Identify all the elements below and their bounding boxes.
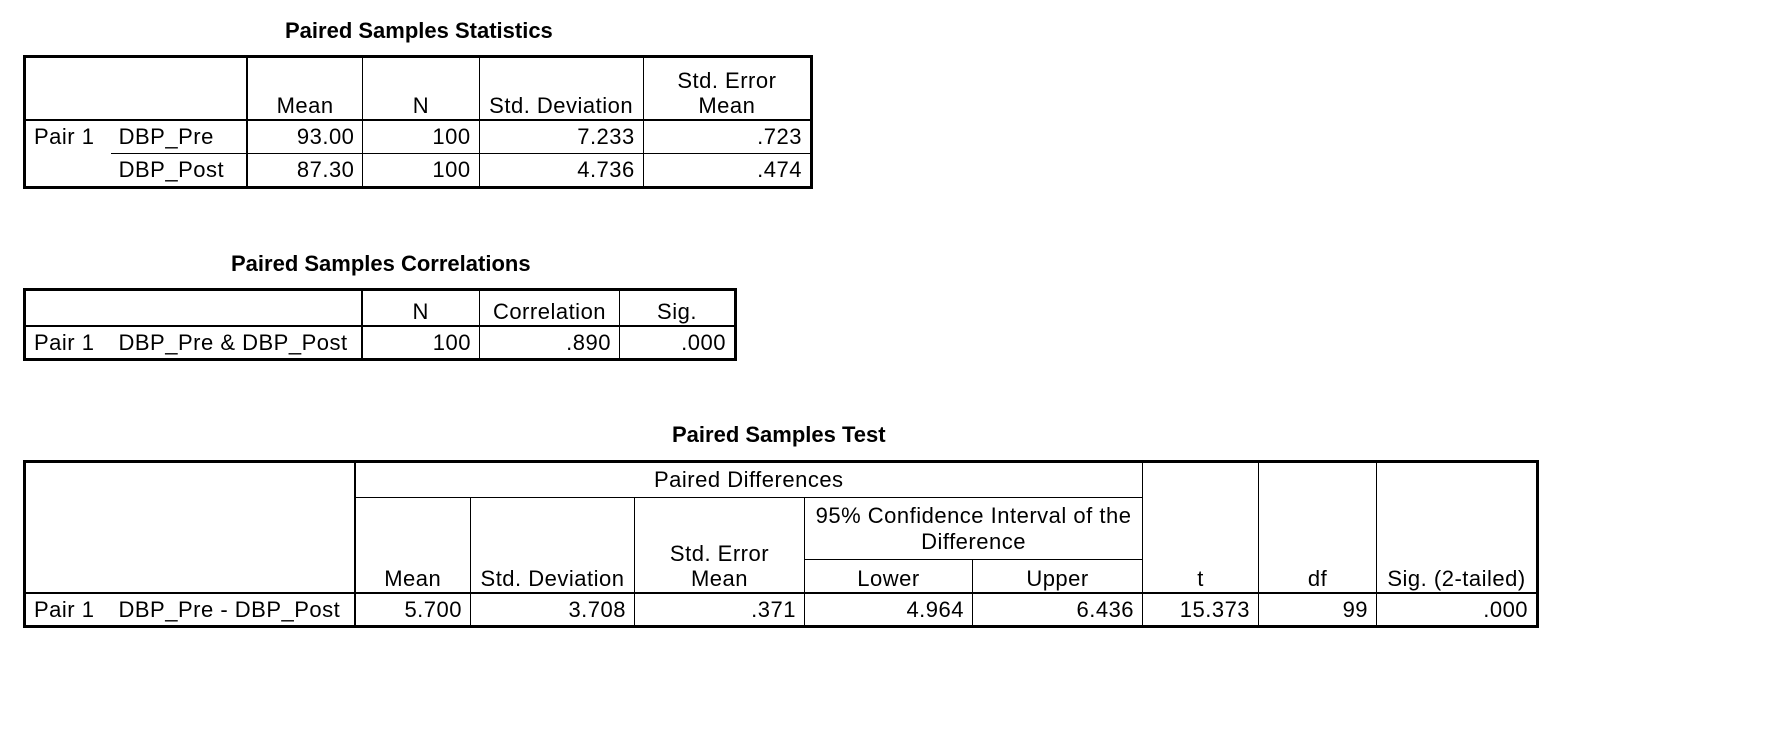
stats-header-std-error-line2: Mean	[698, 93, 756, 119]
variable-pair-name: DBP_Pre & DBP_Post	[111, 326, 362, 360]
confidence-interval-header	[805, 498, 1143, 560]
std-error-value: .371	[635, 593, 805, 627]
stats-header-std-deviation: Std. Deviation	[479, 57, 643, 120]
sig-value: .000	[620, 326, 736, 360]
mean-value: 87.30	[247, 154, 363, 188]
correlation-value: .890	[480, 326, 620, 360]
test-header-std-error-line1: Std. Error	[669, 540, 770, 566]
ci-header-line1: 95% Confidence Interval of the	[815, 503, 1132, 529]
variable-name: DBP_Post	[111, 154, 247, 188]
test-header-row-1	[25, 462, 1538, 498]
pair-label: Pair 1	[25, 326, 111, 360]
std-deviation-value: 4.736	[479, 154, 643, 188]
stats-header-mean: Mean	[247, 57, 363, 120]
sig-value: .000	[1377, 593, 1538, 627]
test-header-upper: Upper	[973, 560, 1143, 593]
test-header-lower: Lower	[805, 560, 973, 593]
corr-header-sig: Sig.	[620, 290, 736, 326]
stats-header-n: N	[363, 57, 479, 120]
corr-title: Paired Samples Correlations	[231, 251, 531, 276]
paired-samples-correlations-table	[23, 288, 737, 361]
std-error-value: .723	[643, 120, 811, 154]
test-header-df: df	[1259, 462, 1377, 593]
stats-header-row	[25, 57, 812, 120]
test-header-mean: Mean	[355, 498, 471, 593]
paired-samples-test-table	[23, 460, 1539, 628]
stats-title: Paired Samples Statistics	[285, 18, 553, 43]
test-header-std-error-mean	[635, 498, 805, 593]
test-header-std-error-line2: Mean	[690, 566, 749, 592]
test-header-t: t	[1143, 462, 1259, 593]
corr-header-row	[25, 290, 736, 326]
n-value: 100	[363, 120, 479, 154]
variable-difference-name: DBP_Pre - DBP_Post	[111, 593, 355, 627]
pair-label: Pair 1	[25, 593, 111, 627]
n-value: 100	[363, 154, 479, 188]
table-row	[25, 593, 1538, 627]
table-row	[25, 154, 812, 188]
std-deviation-value: 3.708	[471, 593, 635, 627]
variable-name: DBP_Pre	[111, 120, 247, 154]
paired-differences-header: Paired Differences	[355, 462, 1143, 498]
ci-lower-value: 4.964	[805, 593, 973, 627]
test-title: Paired Samples Test	[672, 422, 886, 447]
ci-upper-value: 6.436	[973, 593, 1143, 627]
df-value: 99	[1259, 593, 1377, 627]
t-value: 15.373	[1143, 593, 1259, 627]
paired-samples-statistics-table	[23, 55, 813, 189]
test-header-std-deviation: Std. Deviation	[471, 498, 635, 593]
std-deviation-value: 7.233	[479, 120, 643, 154]
table-row	[25, 120, 812, 154]
std-error-value: .474	[643, 154, 811, 188]
ci-header-line2: Difference	[921, 528, 1026, 554]
corr-header-n: N	[362, 290, 480, 326]
test-header-sig-2-tailed: Sig. (2-tailed)	[1377, 462, 1538, 593]
stats-header-std-error-line1: Std. Error	[677, 67, 777, 93]
pair-label: Pair 1	[25, 120, 111, 154]
stats-header-std-error-mean	[643, 57, 811, 120]
n-value: 100	[362, 326, 480, 360]
corr-header-correlation: Correlation	[480, 290, 620, 326]
mean-value: 93.00	[247, 120, 363, 154]
table-row	[25, 326, 736, 360]
mean-value: 5.700	[355, 593, 471, 627]
